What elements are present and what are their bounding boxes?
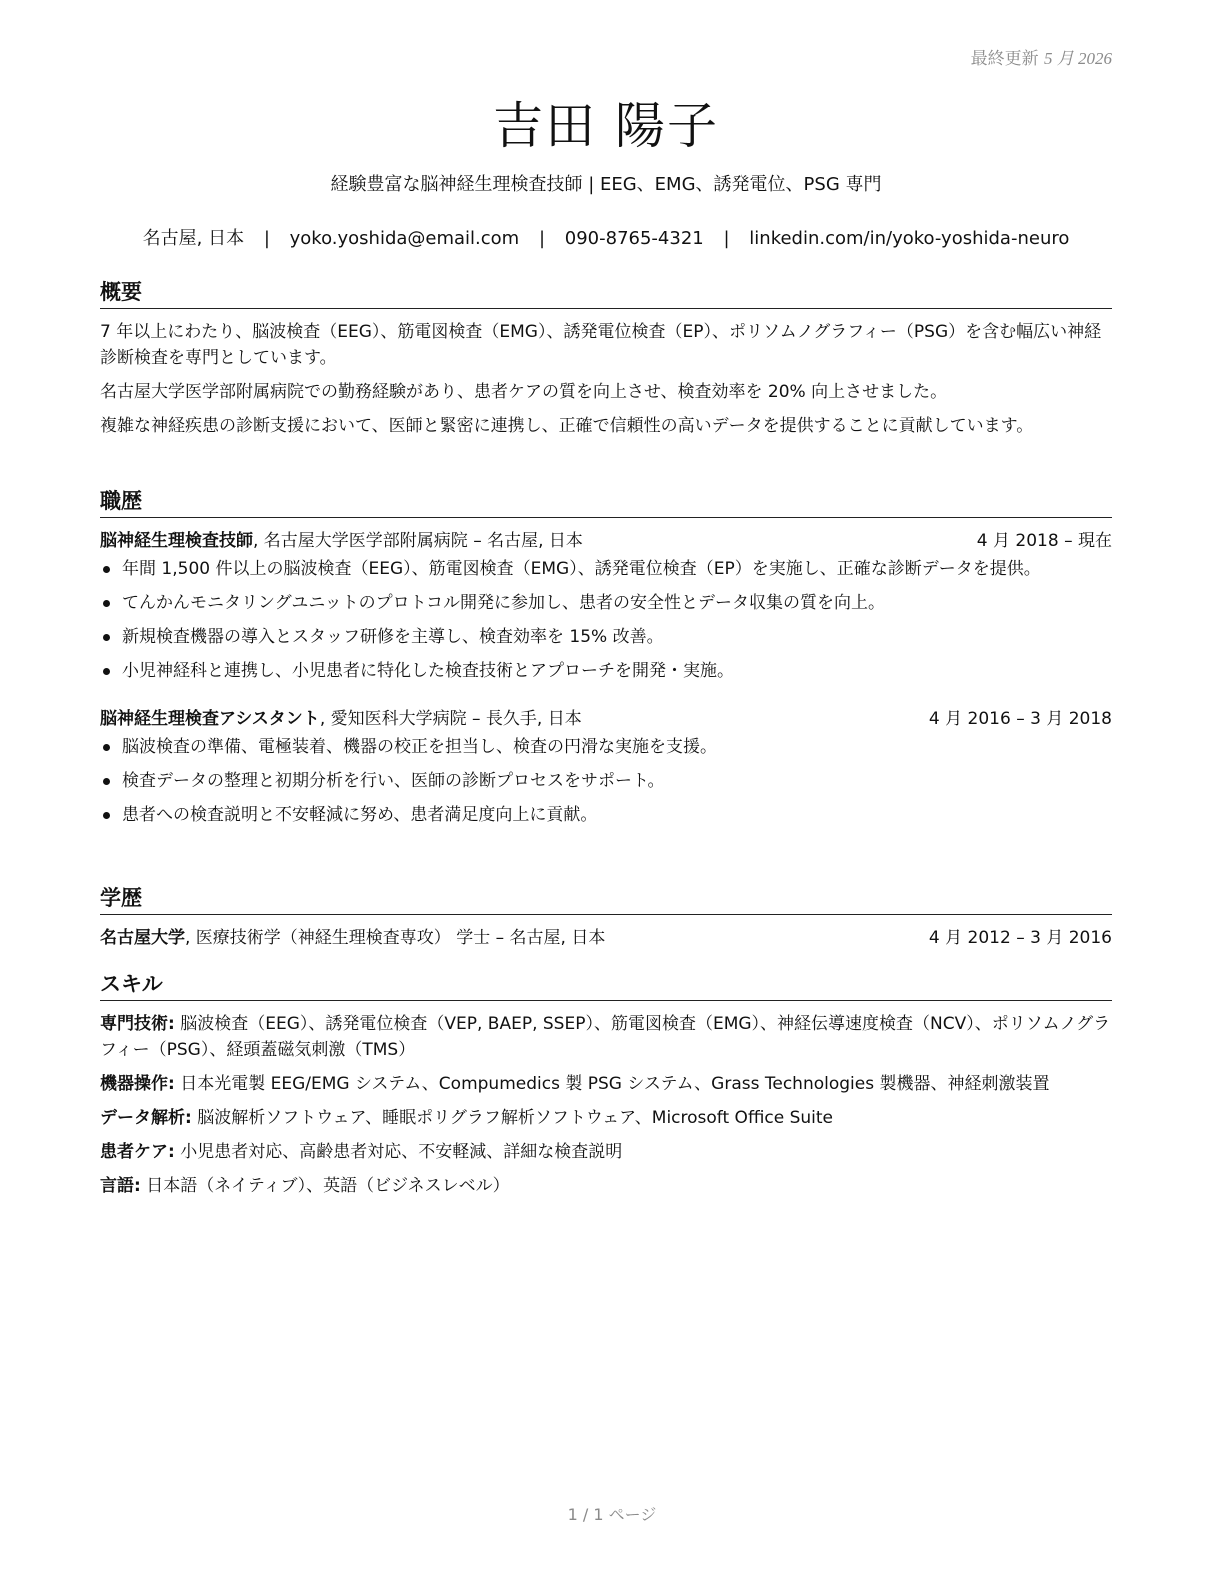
job-bullet: 検査データの整理と初期分析を行い、医師の診断プロセスをサポート。 bbox=[100, 768, 1112, 794]
job-bullet: 脳波検査の準備、電極装着、機器の校正を担当し、検査の円滑な実施を支援。 bbox=[100, 734, 1112, 760]
experience-title: 職歴 bbox=[100, 485, 1112, 518]
job-bullet: 小児神経科と連携し、小児患者に特化した検査技術とアプローチを開発・実施。 bbox=[100, 658, 1112, 684]
job-bullet: 新規検査機器の導入とスタッフ研修を主導し、検査効率を 15% 改善。 bbox=[100, 624, 1112, 650]
skill-text: 小児患者対応、高齢患者対応、不安軽減、詳細な検査説明 bbox=[174, 1142, 623, 1162]
skills-section bbox=[100, 968, 1112, 1207]
person-name: 吉田 陽子 bbox=[493, 97, 719, 155]
skill-label: データ解析: bbox=[100, 1108, 192, 1128]
contact-linkedin[interactable]: linkedin.com/in/yoko-yoshida-neuro bbox=[749, 228, 1070, 249]
summary-paragraph: 複雑な神経疾患の診断支援において、医師と緊密に連携し、正確で信頼性の高いデータを提供することに貢献しています。 bbox=[100, 416, 1034, 436]
skill-label: 言語: bbox=[100, 1176, 141, 1196]
job-org: , 愛知医科大学病院 – 長久手, 日本 bbox=[319, 709, 582, 729]
page-number: 1 / 1 ページ bbox=[567, 1505, 657, 1524]
job-header bbox=[100, 528, 1112, 554]
education-title: 学歴 bbox=[100, 882, 1112, 915]
experience-section bbox=[100, 485, 1112, 836]
job-bullet: 患者への検査説明と不安軽減に努め、患者満足度向上に貢献。 bbox=[100, 802, 1112, 828]
skill-text: 日本光電製 EEG/EMG システム、Compumedics 製 PSG システム、Grass Technologies 製機器、神経刺激装置 bbox=[174, 1074, 1050, 1094]
skill-row bbox=[100, 1105, 1112, 1131]
contact-location: 名古屋, 日本 bbox=[142, 228, 245, 249]
summary-paragraph: 名古屋大学医学部附属病院での勤務経験があり、患者ケアの質を向上させ、検査効率を 20% 向上させました。 bbox=[100, 382, 948, 402]
contact-separator: | bbox=[263, 228, 270, 249]
contact-phone: 090-8765-4321 bbox=[564, 228, 704, 249]
contact-separator: | bbox=[538, 228, 546, 249]
contact-separator: | bbox=[723, 228, 730, 249]
job-bullet: てんかんモニタリングユニットのプロトコル開発に参加し、患者の安全性とデータ収集の質を向上。 bbox=[100, 590, 1112, 616]
education-entry bbox=[100, 925, 1112, 951]
skill-label: 機器操作: bbox=[100, 1074, 175, 1094]
contact-line bbox=[100, 224, 1112, 250]
education-section bbox=[100, 882, 1112, 951]
summary-section bbox=[100, 276, 1112, 447]
job-bullets bbox=[100, 556, 1112, 684]
last-updated-prefix: 最終更新 bbox=[970, 49, 1039, 69]
education-school: 名古屋大学 bbox=[100, 928, 185, 948]
skill-row bbox=[100, 1173, 1112, 1199]
job-dates: 4 月 2018 – 現在 bbox=[976, 531, 1112, 551]
job-entry bbox=[100, 528, 1112, 684]
education-detail: , 医療技術学（神経生理検査専攻） 学士 – 名古屋, 日本 bbox=[185, 928, 606, 948]
skill-row bbox=[100, 1011, 1112, 1063]
skill-text: 脳波解析ソフトウェア、睡眠ポリグラフ解析ソフトウェア、Microsoft Office Suite bbox=[191, 1108, 834, 1128]
skills-title: スキル bbox=[100, 968, 1112, 1001]
contact-email[interactable]: yoko.yoshida@email.com bbox=[289, 228, 520, 249]
skill-label: 患者ケア: bbox=[100, 1142, 175, 1162]
headline: 経験豊富な脳神経生理検査技師 | EEG、EMG、誘発電位、PSG 専門 bbox=[330, 174, 882, 195]
summary-paragraph: 7 年以上にわたり、脳波検査（EEG）、筋電図検査（EMG）、誘発電位検査（EP）、ポリソムノグラフィー（PSG）を含む幅広い神経診断検査を専門としています。 bbox=[100, 322, 1102, 368]
job-entry bbox=[100, 706, 1112, 828]
education-dates: 4 月 2012 – 3 月 2016 bbox=[928, 928, 1112, 948]
last-updated-date: 5 月 2026 bbox=[1044, 49, 1112, 68]
job-role: 脳神経生理検査技師 bbox=[100, 531, 253, 551]
skill-label: 専門技術: bbox=[100, 1014, 175, 1034]
skill-row bbox=[100, 1139, 1112, 1165]
skill-text: 日本語（ネイティブ）、英語（ビジネスレベル） bbox=[140, 1176, 510, 1196]
job-header bbox=[100, 706, 1112, 732]
job-role: 脳神経生理検査アシスタント bbox=[100, 709, 320, 729]
job-bullet: 年間 1,500 件以上の脳波検査（EEG）、筋電図検査（EMG）、誘発電位検査（EP）を実施し、正確な診断データを提供。 bbox=[100, 556, 1112, 582]
skill-row bbox=[100, 1071, 1112, 1097]
job-org: , 名古屋大学医学部附属病院 – 名古屋, 日本 bbox=[253, 531, 583, 551]
summary-title: 概要 bbox=[100, 276, 1112, 309]
job-bullets bbox=[100, 734, 1112, 828]
skill-text: 脳波検査（EEG）、誘発電位検査（VEP, BAEP, SSEP）、筋電図検査（EMG）、神経伝導速度検査（NCV）、ポリソムノグラフィー（PSG）、経頭蓋磁気刺激（TMS） bbox=[100, 1014, 1111, 1060]
last-updated bbox=[971, 44, 1112, 69]
job-dates: 4 月 2016 – 3 月 2018 bbox=[928, 709, 1112, 729]
